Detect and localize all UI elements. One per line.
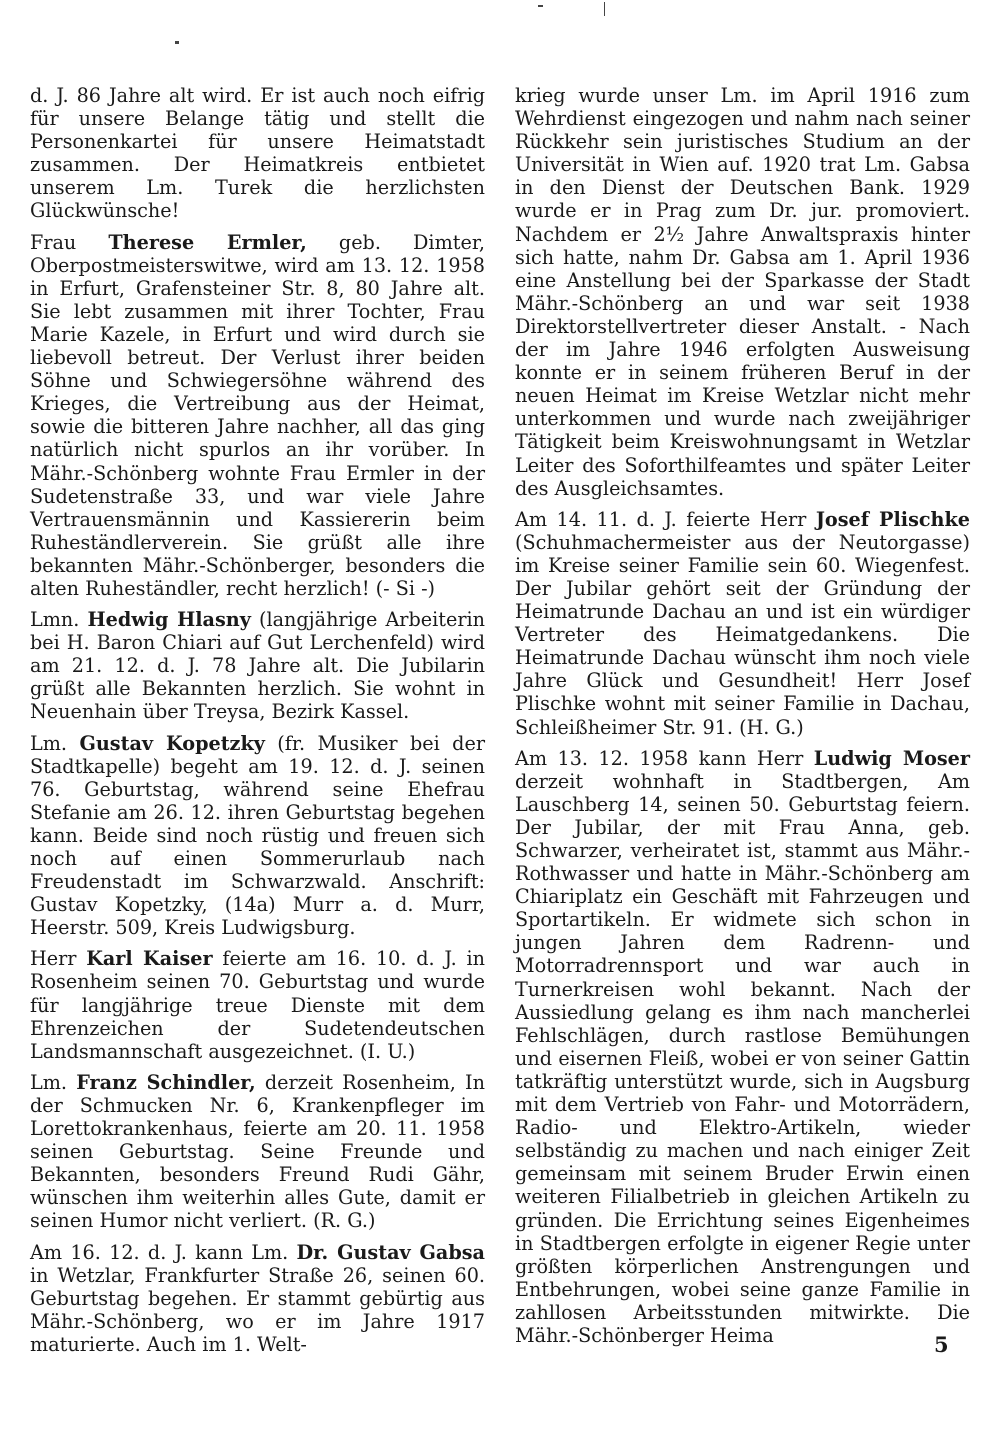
paragraph xyxy=(30,1071,485,1233)
text-run: (langjährige Arbeiterin bei H. Baron Chiari auf Gut Lerchenfeld) wird am 21. 12. d. J. 78 Jahre alt. Die Jubilarin grüßt alle Bekannten herzlich. Sie wohnt in Neuenhain über Treysa, Bezirk Kassel. xyxy=(30,608,485,724)
name-highlight: Hedwig Hlasny xyxy=(87,608,251,632)
text-run: Frau xyxy=(30,230,109,254)
paragraph xyxy=(30,608,485,723)
text-run: Lmn. xyxy=(30,608,88,632)
name-highlight: Gustav Kopetzky xyxy=(79,731,265,755)
text-run: in Wetzlar, Frankfurter Straße 26, seinen 60. Geburtstag begehen. Er stammt gebürtig aus Mähr.-Schönberg, wo er im Jahre 1917 maturierte. Auch im 1. Welt- xyxy=(30,1263,485,1356)
text-run: Herr xyxy=(30,947,87,971)
text-run: d. J. 86 Jahre alt wird. Er ist auch noch eifrig für unsere Belange tätig und stellt die Personenkartei für unsere Heimatstadt zusammen. Der Heimatkreis entbietet unserem Lm. Turek die herzlichsten Glückwünsche! xyxy=(30,84,485,223)
scan-speck xyxy=(175,41,179,44)
text-run: krieg wurde unser Lm. im April 1916 zum Wehrdienst eingezogen und nahm nach seiner Rückkehr sein juristisches Studium an der Universität in Wien auf. 1920 trat Lm. Gabsa in den Dienst der Deutschen Bank. 1929 wurde er in Prag zum Dr. jur. promoviert. Nachdem er 2½ Jahre Anwaltspraxis hinter sich hatte, nahm Dr. Gabsa am 1. April 1936 eine Anstellung bei der Sparkasse der Stadt Mähr.-Schönberg an und war seit 1938 Direktorstellvertreter dieser Anstalt. - Nach der im Jahre 1946 erfolgten Ausweisung konnte er in seinem früheren Beruf in der neuen Heimat im Kreise Wetzlar nicht mehr unterkommen und wurde nach zweijähriger Tätigkeit beim Kreiswohnungsamt in Wetzlar Leiter des Soforthilfeamtes und später Leiter des Ausgleichsamtes. xyxy=(515,84,970,500)
text-run: Am 14. 11. d. J. feierte Herr xyxy=(515,507,816,531)
text-run: Am 16. 12. d. J. kann Lm. xyxy=(30,1240,297,1264)
name-highlight: Josef Plischke xyxy=(815,507,971,531)
name-highlight: Franz Schindler, xyxy=(76,1070,256,1094)
text-run: (fr. Musiker bei der Stadtkapelle) begeht am 19. 12. d. J. seinen 76. Geburtstag, während seine Ehefrau Stefanie am 26. 12. ihren Geburtstag begehen kann. Beide sind noch rüstig und freuen sich noch auf einen Sommerurlaub nach Freudenstadt im Schwarzwald. Anschrift: Gustav Kopetzky, (14a) Murr a. d. Murr, Heerstr. 509, Kreis Ludwigsburg. xyxy=(30,731,485,940)
text-run: Am 13. 12. 1958 kann Herr xyxy=(515,746,814,770)
paragraph xyxy=(515,84,970,500)
text-run: Lm. xyxy=(30,731,80,755)
right-column xyxy=(515,84,970,1355)
text-run: geb. Dimter, Oberpostmeisterswitwe, wird am 13. 12. 1958 in Erfurt, Grafensteiner Str. 8, 80 Jahre alt. Sie lebt zusammen mit ihrer Tochter, Frau Marie Kazele, in Erfurt und wird durch sie liebevoll betreut. Der Verlust ihrer beiden Söhne und Schwiegersöhne während des Krieges, die Vertreibung aus der Heimat, sowie die bitteren Jahre nachher, all das ging natürlich nicht spurlos an ihr vorüber. In Mähr.-Schönberg wohnte Frau Ermler in der Sudetenstraße 33, und war viele Jahre Vertrauensmännin und Kassiererin beim Ruheständlerverein. Sie grüßt alle ihre bekannten Mähr.-Schönberger, besonders die alten Ruheständler, recht herzlich! (- Si -) xyxy=(30,230,485,600)
left-column xyxy=(30,84,485,1364)
paragraph xyxy=(30,1241,485,1356)
name-highlight: Dr. Gustav Gabsa xyxy=(296,1240,485,1264)
text-run: derzeit wohnhaft in Stadtbergen, Am Lauschberg 14, seinen 50. Geburtstag feiern. Der Jubilar, der mit Frau Anna, geb. Schwarzer, verheiratet ist, stammt aus Mähr.-Rothwasser und hatte in Mähr.-Schönberg am Chiariplatz ein Geschäft mit Fahrzeugen und Sportartikeln. Er widmete sich schon in jungen Jahren dem Radrenn- und Motorradrennsport und war auch in Turnerkreisen wohl bekannt. Nach der Aussiedlung gelang es ihm nach mancherlei Fehlschlägen, durch rastlose Bemühungen und eisernen Fleiß, wobei er von seiner Gattin tatkräftig unterstützt wurde, sich in Augsburg mit dem Vertrieb von Fahr- und Motorrädern, Radio- und Elektro-Artikeln, wieder selbständig zu machen und nach einiger Zeit gemeinsam mit seinem Bruder Erwin einen weiteren Filialbetrieb in gleichen Artikeln zu gründen. Die Errichtung seines Eigenheimes in Stadtbergen erfolgte in eigener Regie unter größten körperlichen Anstrengungen und Entbehrungen, wobei seine ganze Familie in zahllosen Arbeitsstunden mitwirkte. Die Mähr.-Schönberger Heima xyxy=(515,769,970,1347)
name-highlight: Ludwig Moser xyxy=(813,746,970,770)
paragraph xyxy=(30,947,485,1062)
paragraph xyxy=(515,747,970,1347)
text-run: derzeit Rosenheim, In der Schmucken Nr. 6, Krankenpfleger im Lorettokrankenhaus, feierte am 20. 11. 1958 seinen Geburtstag. Seine Freunde und Bekannten, besonders Freund Rudi Gähr, wünschen ihm weiterhin alles Gute, damit er seinen Humor nicht verliert. (R. G.) xyxy=(30,1070,485,1233)
text-run: feierte am 16. 10. d. J. in Rosenheim seinen 70. Geburtstag und wurde für langjährige treue Dienste mit dem Ehrenzeichen der Sudetendeutschen Landsmannschaft ausgezeichnet. (I. U.) xyxy=(30,947,485,1063)
text-run: Lm. xyxy=(30,1070,77,1094)
scan-speck xyxy=(604,2,605,16)
name-highlight: Karl Kaiser xyxy=(86,947,213,971)
text-run: (Schuhmachermeister aus der Neutorgasse) im Kreise seiner Familie sein 60. Wiegenfest. Der Jubilar gehört seit der Gründung der Heimatrunde Dachau an und ist ein würdiger Vertreter des Heimatgedankens. Die Heimatrunde Dachau wünscht ihm noch viele Jahre Glück und Gesundheit! Herr Josef Plischke wohnt mit seiner Familie in Dachau, Schleißheimer Str. 91. (H. G.) xyxy=(515,530,970,739)
paragraph xyxy=(515,508,970,739)
paragraph xyxy=(30,732,485,940)
paragraph xyxy=(30,84,485,223)
scan-speck xyxy=(538,5,543,7)
page-number: 5 xyxy=(934,1332,949,1357)
paragraph xyxy=(30,231,485,601)
name-highlight: Therese Ermler, xyxy=(108,230,307,254)
